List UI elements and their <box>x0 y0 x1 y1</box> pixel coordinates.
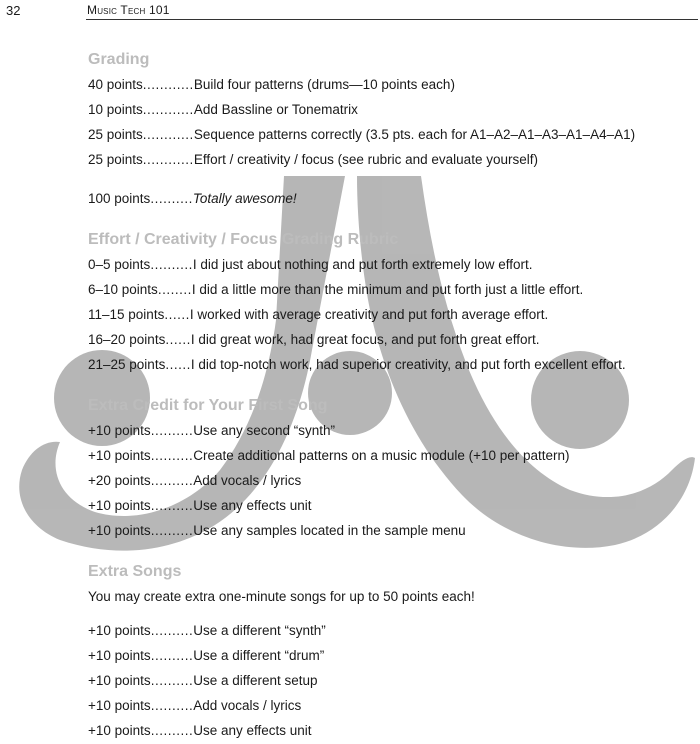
extra-credit-row <box>88 422 335 440</box>
points-value: +10 points <box>88 448 151 463</box>
points-value: 100 points <box>88 191 151 206</box>
points-value: 25 points <box>88 127 143 142</box>
grading-row <box>88 76 455 94</box>
rubric-row <box>88 256 533 274</box>
leader-dots: ...... <box>165 357 191 372</box>
leader-dots: ...... <box>165 332 191 347</box>
row-description: Build four patterns (drums—10 points each) <box>193 77 455 92</box>
row-description: Use a different “drum” <box>193 648 325 663</box>
points-value: 0–5 points <box>88 257 151 272</box>
leader-dots: ............ <box>142 102 194 117</box>
extra-songs-row <box>88 672 318 690</box>
points-value: +10 points <box>88 648 151 663</box>
row-description: Use any effects unit <box>193 723 312 738</box>
row-description: Effort / creativity / focus (see rubric and evaluate yourself) <box>193 152 538 167</box>
row-description: I did just about nothing and put forth extremely low effort. <box>192 257 533 272</box>
row-description: Add vocals / lyrics <box>193 473 302 488</box>
leader-dots: .......... <box>150 623 194 638</box>
extra-songs-intro: You may create extra one-minute songs for up to 50 points each! <box>88 589 475 604</box>
points-value: +10 points <box>88 723 151 738</box>
row-description: I did top-notch work, had superior creativity, and put forth excellent effort. <box>190 357 626 372</box>
extra-songs-heading: Extra Songs <box>88 563 182 580</box>
rubric-heading: Effort / Creativity / Focus Grading Rubric <box>88 231 399 248</box>
extra-credit-row <box>88 472 301 490</box>
rubric-row <box>88 306 548 324</box>
extra-credit-row <box>88 447 570 465</box>
grading-total-row <box>88 190 297 208</box>
grading-row <box>88 151 538 169</box>
extra-songs-row <box>88 622 326 640</box>
points-value: +10 points <box>88 698 151 713</box>
points-value: +10 points <box>88 523 151 538</box>
leader-dots: ............ <box>142 152 194 167</box>
leader-dots: .......... <box>150 498 194 513</box>
grading-heading: Grading <box>88 51 150 68</box>
leader-dots: .......... <box>150 473 194 488</box>
points-value: +10 points <box>88 673 151 688</box>
row-description: I did great work, had great focus, and put forth great effort. <box>190 332 540 347</box>
leader-dots: ............ <box>142 77 194 92</box>
points-value: 11–15 points <box>88 307 165 322</box>
extra-credit-row <box>88 497 312 515</box>
leader-dots: .......... <box>150 257 193 272</box>
extra-credit-heading: Extra Credit for Your First Song <box>88 397 328 414</box>
row-description: Totally awesome! <box>192 191 297 206</box>
extra-songs-row <box>88 697 301 715</box>
row-description: I did a little more than the minimum and put forth just a little effort. <box>191 282 584 297</box>
leader-dots: .......... <box>150 523 194 538</box>
rubric-row <box>88 356 626 374</box>
row-description: I worked with average creativity and put forth average effort. <box>189 307 549 322</box>
page-number: 32 <box>6 3 21 18</box>
leader-dots: .......... <box>150 648 194 663</box>
points-value: 25 points <box>88 152 143 167</box>
grading-row <box>88 126 635 144</box>
points-value: 16–20 points <box>88 332 166 347</box>
leader-dots: ...... <box>164 307 190 322</box>
rubric-row <box>88 331 540 349</box>
row-description: Use a different setup <box>193 673 318 688</box>
row-description: Use a different “synth” <box>193 623 326 638</box>
points-value: +20 points <box>88 473 151 488</box>
row-description: Add vocals / lyrics <box>193 698 302 713</box>
leader-dots: .......... <box>150 448 194 463</box>
row-description: Sequence patterns correctly (3.5 pts. each for A1–A2–A1–A3–A1–A4–A1) <box>193 127 636 142</box>
leader-dots: .......... <box>150 723 194 738</box>
points-value: 6–10 points <box>88 282 158 297</box>
row-description: Create additional patterns on a music module (+10 per pattern) <box>193 448 570 463</box>
leader-dots: .......... <box>150 698 194 713</box>
running-title: Music Tech 101 <box>87 3 170 17</box>
rubric-row <box>88 281 583 299</box>
extra-songs-row <box>88 647 324 665</box>
leader-dots: .......... <box>150 423 194 438</box>
points-value: 21–25 points <box>88 357 166 372</box>
extra-songs-row <box>88 722 312 740</box>
row-description: Use any samples located in the sample menu <box>193 523 466 538</box>
row-description: Add Bassline or Tonematrix <box>193 102 358 117</box>
points-value: 10 points <box>88 102 143 117</box>
leader-dots: ........ <box>157 282 192 297</box>
leader-dots: .......... <box>150 673 194 688</box>
points-value: 40 points <box>88 77 143 92</box>
leader-dots: ............ <box>142 127 194 142</box>
points-value: +10 points <box>88 498 151 513</box>
points-value: +10 points <box>88 623 151 638</box>
grading-row <box>88 101 358 119</box>
row-description: Use any effects unit <box>193 498 312 513</box>
leader-dots: .......... <box>150 191 193 206</box>
points-value: +10 points <box>88 423 151 438</box>
row-description: Use any second “synth” <box>193 423 336 438</box>
extra-credit-row <box>88 522 466 540</box>
